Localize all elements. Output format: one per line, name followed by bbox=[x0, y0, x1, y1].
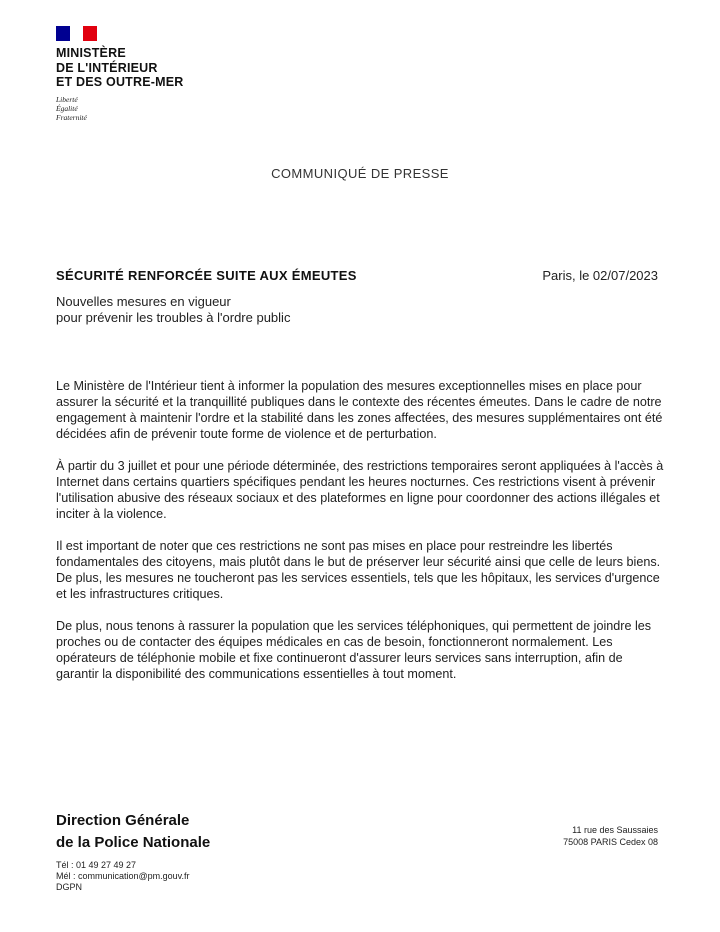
department-line: Direction Générale bbox=[56, 812, 190, 829]
postal-address bbox=[563, 824, 658, 848]
body-paragraph: Il est important de noter que ces restrictions ne sont pas mises en place pour restreindre les libertés fondamentales des citoyens, mais plutôt dans le but de préserver leur sécurité ainsi que celle de leurs biens. De plus, les mesures ne toucheront pas les services essentiels, tels que les hôpitaux, les services d'urgence et les infrastructures critiques. bbox=[56, 539, 661, 601]
body-paragraph: À partir du 3 juillet et pour une période déterminée, des restrictions temporaires seront appliquées à l'accès à Internet dans certains quartiers spécifiques pendant les heures nocturnes. Ces restrictions visent à prévenir l'utilisation abusive des réseaux sociaux et des plateformes en ligne pour coordonner des actions illégales et inciter à la violence. bbox=[56, 459, 664, 521]
document-subtitle bbox=[56, 294, 290, 326]
document-date: Paris, le 02/07/2023 bbox=[542, 268, 658, 283]
body-paragraph: Le Ministère de l'Intérieur tient à informer la population des mesures exceptionnelles mises en place pour assurer la sécurité et la tranquillité publiques dans le contexte des récentes émeutes. Dans le cadre de notre engagement à maintenir l'ordre et la stabilité dans les zones affectées, des mesures supplémentaires ont été décidées afin de prévenir toute forme de violence et de perturbation. bbox=[56, 379, 663, 441]
dept-acronym: DGPN bbox=[56, 882, 83, 892]
address-line: 11 rue des Saussaies bbox=[572, 825, 658, 835]
body-paragraph: De plus, nous tenons à rassurer la population que les services téléphoniques, qui permettent de joindre les proches ou de contacter des équipes médicales en cas de besoin, fonctionneront normalement. Les opérateurs de téléphonie mobile et fixe continueront d'assurer leurs services sans interruption, afin de garantir la disponibilité des communications essentielles à tout moment. bbox=[56, 619, 652, 681]
email-line: Mél : communication@pm.gouv.fr bbox=[56, 871, 190, 881]
flag-red-stripe bbox=[83, 26, 97, 41]
subtitle-line: pour prévenir les troubles à l'ordre public bbox=[56, 310, 291, 325]
ministry-line: DE L'INTÉRIEUR bbox=[56, 60, 158, 75]
document-body bbox=[56, 378, 666, 698]
flag-blue-stripe bbox=[56, 26, 70, 41]
department-line: de la Police Nationale bbox=[56, 834, 211, 851]
marianne-flag-icon bbox=[56, 26, 97, 41]
contact-info bbox=[56, 860, 190, 893]
department-name bbox=[56, 810, 210, 854]
ministry-name bbox=[56, 46, 184, 90]
flag-white-stripe bbox=[70, 26, 83, 41]
motto-line: Égalité bbox=[56, 104, 78, 113]
subtitle-line: Nouvelles mesures en vigueur bbox=[56, 294, 231, 309]
motto-line: Liberté bbox=[56, 95, 78, 104]
phone-line: Tél : 01 49 27 49 27 bbox=[56, 860, 137, 870]
address-line: 75008 PARIS Cedex 08 bbox=[563, 837, 658, 847]
document-type-label: COMMUNIQUÉ DE PRESSE bbox=[271, 166, 449, 181]
document-title: SÉCURITÉ RENFORCÉE SUITE AUX ÉMEUTES bbox=[56, 268, 357, 283]
ministry-line: ET DES OUTRE-MER bbox=[56, 75, 184, 89]
motto-line: Fraternité bbox=[56, 113, 87, 122]
republic-motto bbox=[56, 95, 87, 122]
ministry-line: MINISTÈRE bbox=[56, 46, 126, 60]
